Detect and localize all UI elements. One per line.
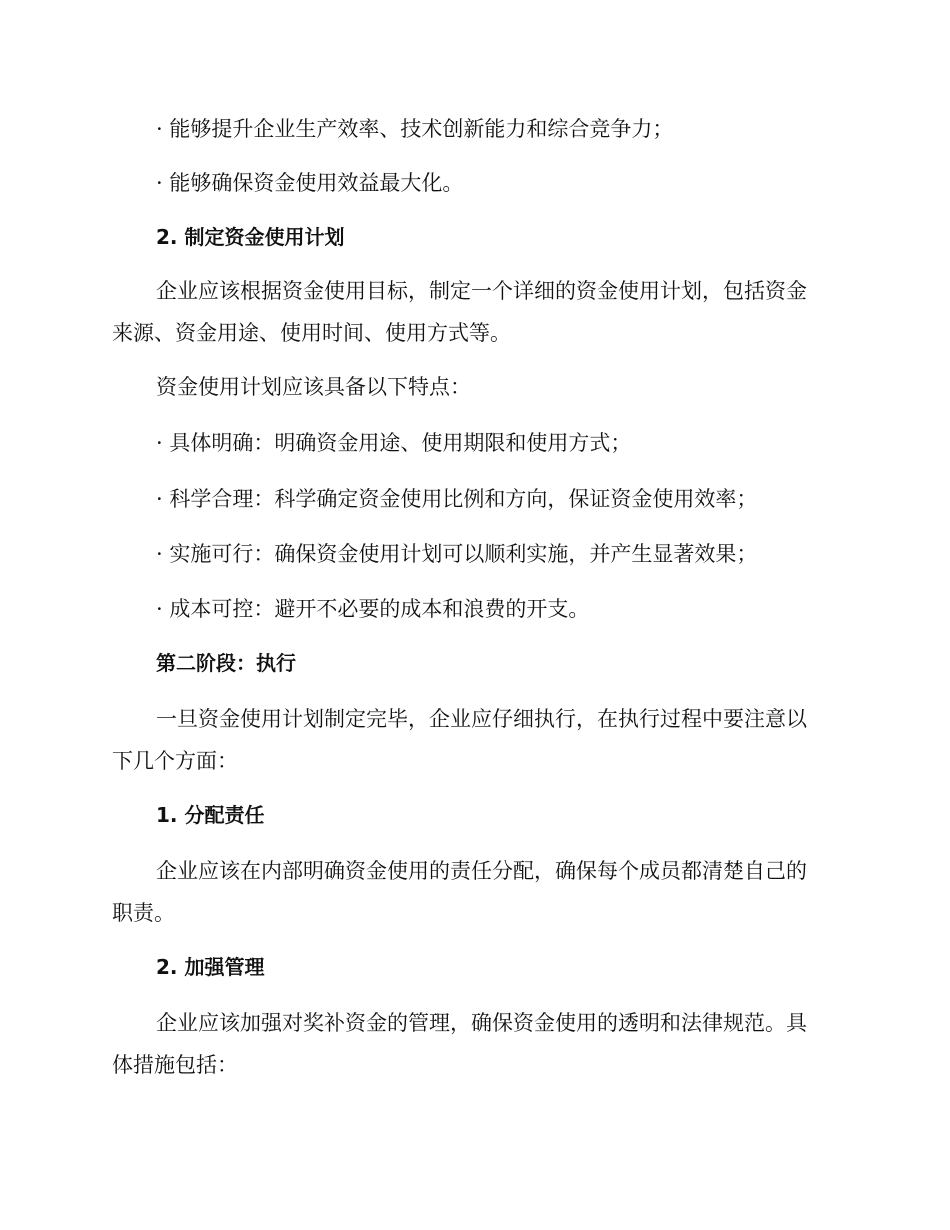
heading-plan: 2. 制定资金使用计划 [156,225,345,249]
bullet-benefit: · 能够确保资金使用效益最大化。 [156,171,464,195]
paragraph-features: 资金使用计划应该具备以下特点： [156,375,471,399]
paragraph-manage-line-2: 体措施包括： [112,1053,238,1077]
paragraph-plan-line-1: 企业应该根据资金使用目标，制定一个详细的资金使用计划，包括资金 [156,279,807,303]
heading-assign: 1. 分配责任 [156,803,265,827]
bullet-specific: · 具体明确：明确资金用途、使用期限和使用方式； [156,431,632,455]
paragraph-manage-line-1: 企业应该加强对奖补资金的管理，确保资金使用的透明和法律规范。具 [156,1011,807,1035]
heading-stage-two: 第二阶段：执行 [156,651,296,675]
paragraph-plan-line-2: 来源、资金用途、使用时间、使用方式等。 [112,321,511,345]
paragraph-assign-line-1: 企业应该在内部明确资金使用的责任分配，确保每个成员都清楚自己的 [156,859,807,883]
heading-manage: 2. 加强管理 [156,955,265,979]
paragraph-execute-line-1: 一旦资金使用计划制定完毕，企业应仔细执行，在执行过程中要注意以 [156,707,807,731]
bullet-scientific: · 科学合理：科学确定资金使用比例和方向，保证资金使用效率； [156,487,758,511]
bullet-cost: · 成本可控：避开不必要的成本和浪费的开支。 [156,597,590,621]
paragraph-assign-line-2: 职责。 [112,901,175,925]
bullet-efficiency: · 能够提升企业生产效率、技术创新能力和综合竞争力； [156,117,674,141]
paragraph-execute-line-2: 下几个方面： [112,749,238,773]
bullet-feasible: · 实施可行：确保资金使用计划可以顺利实施，并产生显著效果； [156,542,758,566]
